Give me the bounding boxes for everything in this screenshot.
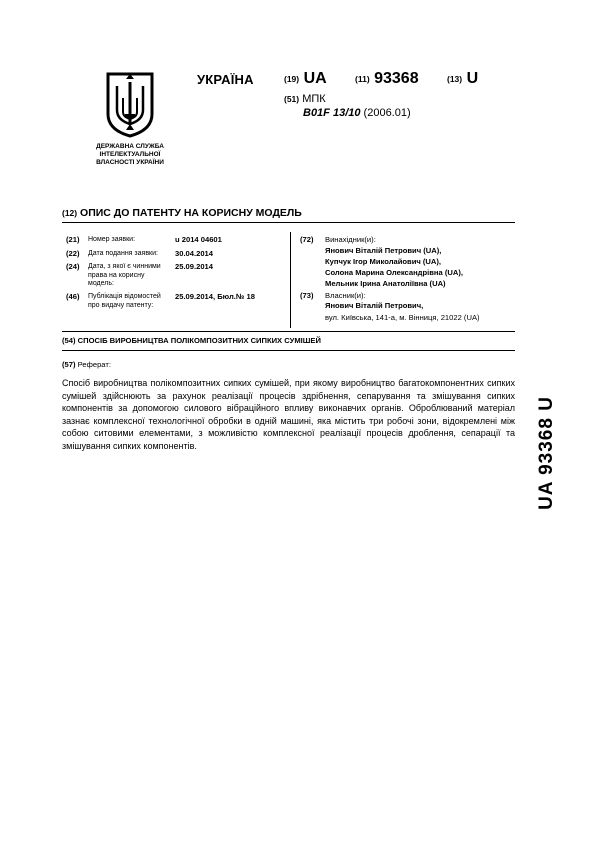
country-code-row	[284, 70, 327, 88]
agency-name: ДЕРЖАВНА СЛУЖБА ІНТЕЛЕКТУАЛЬНОЇ ВЛАСНОСТІ УКРАЇНИ	[96, 143, 164, 166]
publication-info: 25.09.2014, Бюл.№ 18	[175, 292, 255, 301]
ipc-label: МПК	[302, 93, 326, 105]
publication-label: Публікація відомостей про видачу патенту:	[88, 293, 161, 309]
inid-54: (54)	[62, 336, 76, 345]
filing-date-label: Дата подання заявки:	[88, 250, 158, 257]
inid-57: (57)	[62, 360, 76, 369]
document-title-text: ОПИС ДО ПАТЕНТУ НА КОРИСНУ МОДЕЛЬ	[80, 207, 302, 219]
abstract-text: Спосіб виробництва полікомпозитних сипких сумішей, при якому виробництво багатокомпонентних сипких сумішей здійснюють за рахунок реалізації процесів здрібнення, сепарування та змішування сипких компонентів за допомогою силового вібраційного впливу виконавчих органів. Оброблюваний матеріал зазнає комплексної технологічної обробки в одній машині, яка містить три робочі зони, відокремлені між собою ситовими елементами, з можливістю комплексної реалізації процесів дроблення, сепарації та змішування сипких компонентів.	[62, 378, 515, 451]
application-number: u 2014 04601	[175, 235, 222, 244]
inid-19: (19)	[284, 73, 300, 84]
inid-11: (11)	[355, 73, 370, 84]
side-label-text: UA 93368 U	[536, 396, 557, 510]
coat-of-arms-emblem	[104, 70, 156, 140]
rights-date-label: Дата, з якої є чинними права на корисну модель:	[88, 263, 161, 287]
patent-number: 93368	[374, 70, 419, 87]
doc-kind: U	[466, 70, 479, 87]
country-name: УКРАЇНА	[197, 72, 254, 87]
ipc-class-row	[303, 107, 411, 119]
invention-title-text: СПОСІБ ВИРОБНИЦТВА ПОЛІКОМПОЗИТНИХ СИПКИХ СУМІШЕЙ	[77, 336, 321, 345]
rights-date: 25.09.2014	[175, 262, 214, 271]
inid-22: (22)	[66, 249, 80, 258]
owner-name: Янович Віталій Петрович,	[325, 301, 424, 310]
abstract-heading	[62, 360, 111, 370]
column-separator	[290, 232, 291, 328]
ipc-label-row	[284, 93, 326, 105]
patent-number-row	[355, 70, 419, 88]
inventors-label: Винахідник(и):	[325, 235, 376, 244]
inid-13: (13)	[447, 73, 463, 84]
filing-date: 30.04.2014	[175, 249, 214, 258]
side-label	[532, 388, 562, 518]
inventor-name: Солона Марина Олександрівна (UA),	[325, 268, 463, 277]
inid-51: (51)	[284, 94, 300, 105]
divider-top	[62, 222, 515, 223]
inid-46: (46)	[66, 292, 80, 301]
divider-bottom	[62, 350, 515, 351]
inid-21: (21)	[66, 235, 80, 244]
inid-12: (12)	[62, 208, 78, 219]
inid-72: (72)	[300, 235, 314, 244]
inventor-name: Янович Віталій Петрович (UA),	[325, 246, 442, 255]
inid-73: (73)	[300, 291, 314, 300]
document-title	[62, 207, 302, 219]
ipc-class: B01F 13/10	[303, 107, 361, 119]
application-number-label: Номер заявки:	[88, 236, 136, 243]
inid-24: (24)	[66, 262, 80, 271]
owner-label: Власник(и):	[325, 291, 366, 300]
doc-kind-row	[447, 70, 478, 88]
abstract-label: Реферат:	[77, 360, 111, 369]
invention-title	[62, 336, 321, 346]
inventor-name: Мельник Ірина Анатоліївна (UA)	[325, 279, 446, 288]
ipc-version: (2006.01)	[363, 107, 411, 119]
owner-address: вул. Київська, 141-а, м. Вінниця, 21022 (UA)	[325, 313, 480, 322]
inventor-name: Купчук Ігор Миколайович (UA),	[325, 257, 442, 266]
country-code: UA	[303, 70, 327, 87]
divider-middle	[62, 331, 515, 332]
